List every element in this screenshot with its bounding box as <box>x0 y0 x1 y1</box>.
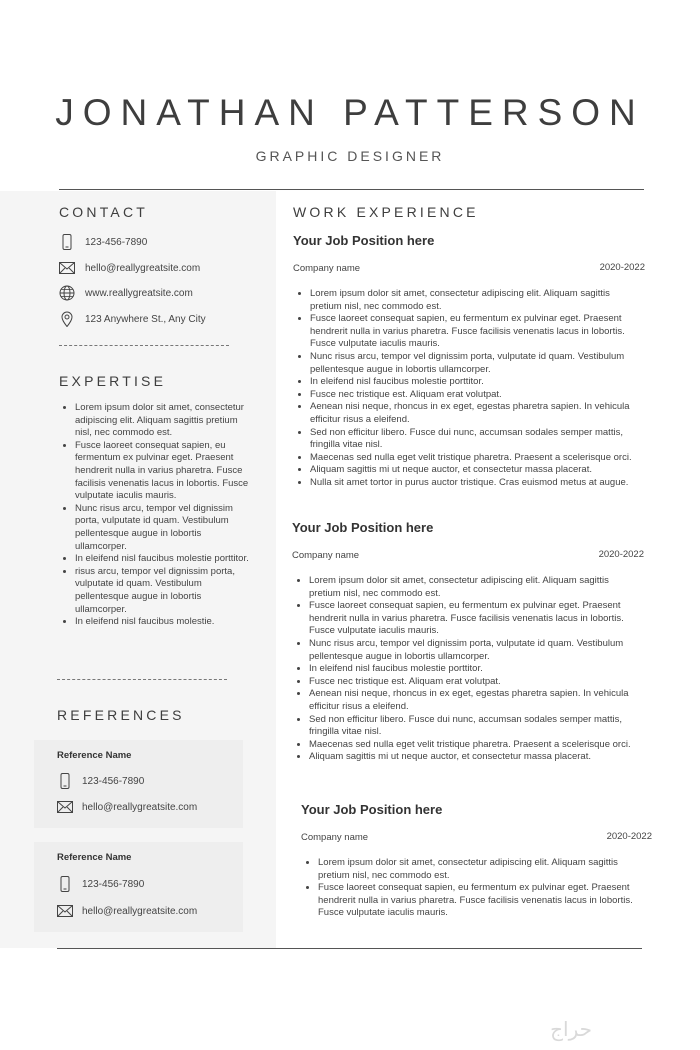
expertise-list <box>61 402 250 629</box>
list-item: • Fusce laoreet consequat sapien, eu fermentum ex pulvinar eget. Praesent hendrerit nulla in varius pharetra. Fusce facilisis venenatis lacus in lobortis. Fusce vulputate iaculis mauris. <box>309 600 639 638</box>
location-pin-icon <box>59 311 75 327</box>
list-item: • Fusce laoreet consequat sapien, eu fermentum ex pulvinar eget. Praesent hendrerit nulla in varius pharetra. Fusce facilisis venenatis lacus in lobortis. Fusce vulputate iaculis mauris. <box>318 882 648 920</box>
company-name: Company name <box>292 550 360 561</box>
list-item: • Maecenas sed nulla eget velit tristique pharetra. Praesent a scelerisque orci. <box>310 452 640 465</box>
job-position: Your Job Position here <box>293 233 435 248</box>
reference-phone <box>57 773 144 789</box>
list-item: • In eleifend nisl faucibus molestie porttitor. <box>75 553 250 566</box>
list-item: • Lorem ipsum dolor sit amet, consectetur adipiscing elit. Aliquam sagittis pretium nisl, nec commodo est. <box>318 857 648 882</box>
footer-divider <box>57 948 642 949</box>
list-item: • Lorem ipsum dolor sit amet, consectetur adipiscing elit. Aliquam sagittis pretium nisl, nec commodo est. <box>310 288 640 313</box>
expertise-heading: EXPERTISE <box>59 373 167 389</box>
list-item: • Nunc risus arcu, tempor vel dignissim porta, vulputate id quam. Vestibulum pellentesque augue in lobortis ullamcorper. <box>310 351 640 376</box>
list-item: • Nulla sit amet tortor in purus auctor tristique. Cras euismod metus at augue. <box>310 477 640 490</box>
list-item: • Fusce nec tristique est. Aliquam erat volutpat. <box>309 676 639 689</box>
references-heading: REFERENCES <box>57 707 185 723</box>
job-years: 2020-2022 <box>598 549 644 560</box>
list-item: • Lorem ipsum dolor sit amet, consectetur adipiscing elit. Aliquam sagittis pretium nisl, nec commodo est. <box>75 402 250 440</box>
envelope-icon <box>57 799 73 815</box>
company-name: Company name <box>301 832 369 843</box>
watermark: حراج <box>550 1019 592 1041</box>
resume-title: GRAPHIC DESIGNER <box>255 148 445 164</box>
reference-email <box>57 799 197 815</box>
reference-name: Reference Name <box>57 750 132 761</box>
list-item: • In eleifend nisl faucibus molestie porttitor. <box>310 376 640 389</box>
reference-card <box>34 740 243 828</box>
phone-icon <box>59 234 75 250</box>
contact-email <box>59 258 200 278</box>
contact-address-text: 123 Anywhere St., Any City <box>85 313 206 325</box>
contact-email-text: hello@reallygreatsite.com <box>85 262 201 274</box>
list-item: • Lorem ipsum dolor sit amet, consectetur adipiscing elit. Aliquam sagittis pretium nisl, nec commodo est. <box>309 575 639 600</box>
contact-heading: CONTACT <box>59 204 149 220</box>
list-item: • Sed non efficitur libero. Fusce dui nunc, accumsan sodales semper mattis, fringilla vitae nisl. <box>309 714 639 739</box>
list-item: • Fusce laoreet consequat sapien, eu fermentum ex pulvinar eget. Praesent hendrerit nulla in varius pharetra. Fusce facilisis venenatis lacus in lobortis. Fusce vulputate iaculis mauris. <box>310 313 640 351</box>
list-item: • Fusce laoreet consequat sapien, eu fermentum ex pulvinar eget. Praesent hendrerit nulla in varius pharetra. Fusce facilisis venenatis lacus in lobortis. Fusce vulputate iaculis mauris. <box>75 440 250 503</box>
envelope-icon <box>57 903 73 919</box>
job-position: Your Job Position here <box>292 520 434 535</box>
globe-icon <box>59 285 75 301</box>
expertise-divider <box>57 679 227 680</box>
contact-phone <box>59 232 147 252</box>
list-item: • Sed non efficitur libero. Fusce dui nunc, accumsan sodales semper mattis, fringilla vitae nisl. <box>310 427 640 452</box>
list-item: • Fusce nec tristique est. Aliquam erat volutpat. <box>310 389 640 402</box>
contact-website-text: www.reallygreatsite.com <box>85 287 193 299</box>
job-bullets <box>294 288 640 490</box>
envelope-icon <box>59 260 75 276</box>
list-item: • risus arcu, tempor vel dignissim porta, vulputate id quam. Vestibulum pellentesque augue in lobortis ullamcorper. <box>75 566 250 616</box>
list-item: • Aenean nisi neque, rhoncus in ex eget, egestas pharetra sapien. In vehicula efficitur risus a eleifend. <box>310 401 640 426</box>
list-item: • Aliquam sagittis mi ut neque auctor, et consectetur massa placerat. <box>309 751 639 764</box>
reference-phone <box>57 876 144 892</box>
reference-email <box>57 903 197 919</box>
list-item: • Nunc risus arcu, tempor vel dignissim porta, vulputate id quam. Vestibulum pellentesque augue in lobortis ullamcorper. <box>309 638 639 663</box>
reference-name: Reference Name <box>57 852 132 863</box>
contact-divider <box>59 345 229 346</box>
list-item: • Aliquam sagittis mi ut neque auctor, et consectetur massa placerat. <box>310 464 640 477</box>
list-item: • In eleifend nisl faucibus molestie. <box>75 616 250 629</box>
phone-icon <box>57 773 73 789</box>
list-item: • In eleifend nisl faucibus molestie porttitor. <box>309 663 639 676</box>
reference-phone-text: 123-456-7890 <box>82 878 145 890</box>
phone-icon <box>57 876 73 892</box>
job-years: 2020-2022 <box>599 262 645 273</box>
list-item: • Aenean nisi neque, rhoncus in ex eget, egestas pharetra sapien. In vehicula efficitur risus a eleifend. <box>309 688 639 713</box>
resume-name: JONATHAN PATTERSON <box>55 92 645 133</box>
reference-email-text: hello@reallygreatsite.com <box>82 905 198 917</box>
contact-phone-text: 123-456-7890 <box>85 236 148 248</box>
reference-email-text: hello@reallygreatsite.com <box>82 801 198 813</box>
job-position: Your Job Position here <box>301 802 443 817</box>
contact-address <box>59 309 206 329</box>
job-years: 2020-2022 <box>606 831 652 842</box>
job-bullets <box>302 857 648 920</box>
company-name: Company name <box>293 263 361 274</box>
contact-website <box>59 283 193 303</box>
work-experience-heading: WORK EXPERIENCE <box>293 204 479 220</box>
list-item: • Maecenas sed nulla eget velit tristique pharetra. Praesent a scelerisque orci. <box>309 739 639 752</box>
header-divider <box>59 189 644 190</box>
list-item: • Nunc risus arcu, tempor vel dignissim porta, vulputate id quam. Vestibulum pellentesque augue in lobortis ullamcorper. <box>75 503 250 553</box>
reference-phone-text: 123-456-7890 <box>82 775 145 787</box>
reference-card <box>34 842 243 932</box>
job-bullets <box>293 575 639 764</box>
